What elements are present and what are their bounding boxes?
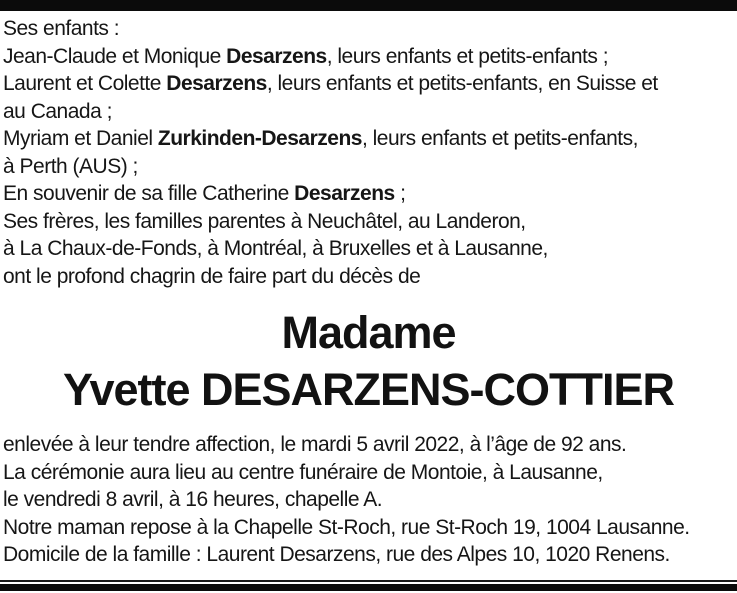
notice-line	[3, 263, 735, 291]
notice-text: Notre maman repose à la Chapelle St-Roch, rue St-Roch 19, 1004 Lausanne.	[3, 515, 690, 539]
notice-text: Jean-Claude et Monique	[3, 44, 227, 68]
bottom-border-bar	[0, 584, 737, 591]
ceremony-details-paragraph	[0, 431, 737, 569]
family-name-bold: Desarzens	[226, 44, 327, 68]
notice-text: ont le profond chagrin de faire part du décès de	[3, 264, 421, 288]
family-name-bold: Desarzens	[294, 182, 395, 205]
deceased-name: Yvette DESARZENS-COTTIER	[62, 364, 675, 415]
notice-text: , leurs enfants et petits-enfants,	[361, 127, 638, 150]
notice-text: Ses frères, les familles parentes à Neuchâtel, au Landeron,	[3, 209, 526, 233]
notice-text: En souvenir de sa fille Catherine	[3, 182, 295, 205]
notice-line	[3, 486, 735, 514]
notice-text: Domicile de la famille : Laurent Desarzens, rue des Alpes 10, 1020 Renens.	[3, 543, 670, 566]
notice-line	[3, 125, 735, 153]
notice-line	[3, 43, 735, 71]
notice-line	[3, 208, 735, 236]
notice-text: Ses enfants :	[3, 17, 120, 40]
notice-line	[3, 153, 735, 181]
notice-text: La cérémonie aura lieu au centre funéraire de Montoie, à Lausanne,	[3, 460, 603, 484]
notice-line	[3, 98, 735, 126]
notice-text: à La Chaux-de-Fonds, à Montréal, à Bruxelles et à Lausanne,	[3, 237, 548, 260]
notice-line	[3, 180, 735, 208]
notice-text: enlevée à leur tendre affection, le mardi 5 avril 2022, à l’âge de 92 ans.	[3, 433, 627, 456]
notice-text: ;	[394, 182, 406, 205]
notice-line	[3, 70, 735, 98]
notice-text: au Canada ;	[3, 99, 112, 123]
notice-text: Myriam et Daniel	[3, 127, 158, 150]
notice-text: à Perth (AUS) ;	[3, 154, 138, 178]
notice-text: Laurent et Colette	[3, 72, 167, 95]
notice-text: , leurs enfants et petits-enfants ;	[326, 44, 609, 68]
family-name-bold: Desarzens	[166, 72, 267, 95]
notice-text: , leurs enfants et petits-enfants, en Suisse et	[266, 72, 658, 95]
title-madame: Madame	[281, 307, 456, 358]
notice-line	[3, 541, 735, 569]
notice-line	[3, 235, 735, 263]
notice-text: le vendredi 8 avril, à 16 heures, chapelle A.	[3, 488, 383, 511]
notice-line	[3, 15, 735, 43]
bottom-rule-thin	[0, 580, 737, 582]
death-notice	[0, 11, 737, 569]
family-intro-paragraph	[0, 15, 737, 290]
top-border-bar	[0, 0, 737, 11]
notice-line	[3, 459, 735, 487]
notice-line	[3, 431, 735, 459]
notice-line	[3, 514, 735, 542]
family-name-bold: Zurkinden-Desarzens	[157, 127, 362, 150]
deceased-title-block	[0, 304, 737, 418]
